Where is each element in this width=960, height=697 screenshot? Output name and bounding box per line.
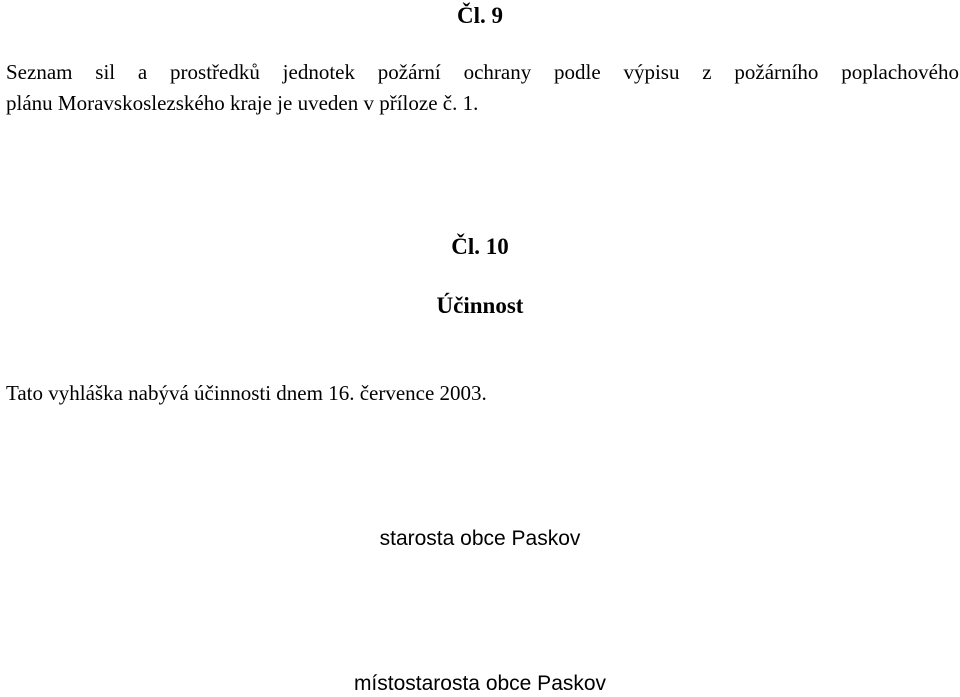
article-9-paragraph-line-1: Seznam sil a prostředků jednotek požární ochrany podle výpisu z požárního poplachového [6,60,959,84]
deputy-mayor-signature-label: místostarosta obce Paskov [353,672,607,695]
mayor-signature-label: starosta obce Paskov [379,527,581,550]
article-10-heading: Čl. 10 [451,234,509,259]
article-10-subheading: Účinnost [436,293,524,318]
article-9-heading: Čl. 9 [457,3,503,28]
article-10-paragraph: Tato vyhláška nabývá účinnosti dnem 16. července 2003. [6,381,487,405]
article-9-paragraph-line-2: plánu Moravskoslezského kraje je uveden v příloze č. 1. [6,91,479,115]
